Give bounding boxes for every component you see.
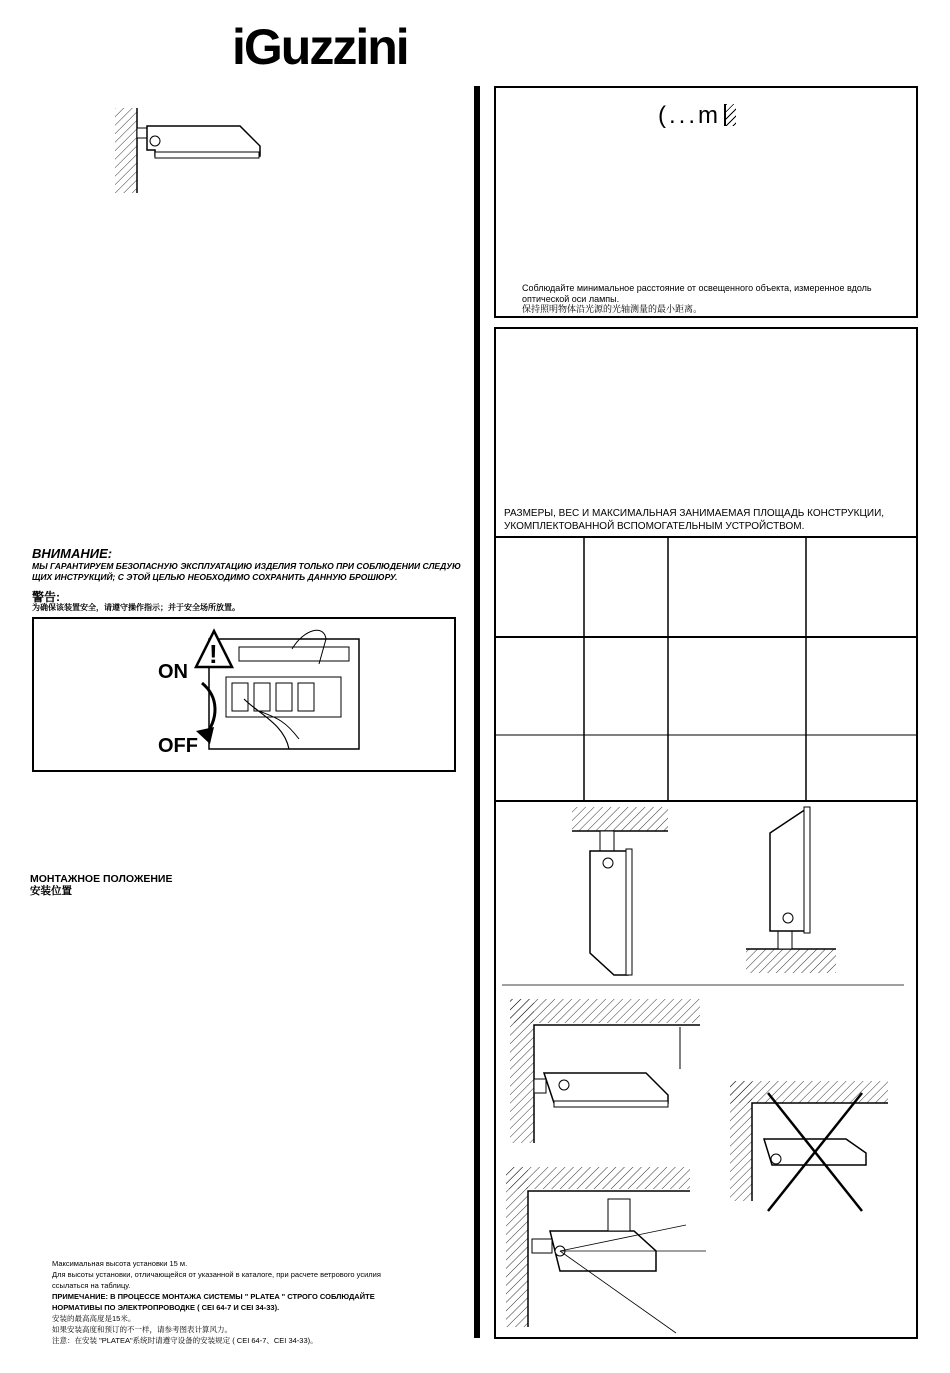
dimensions-title-line2: УКОМПЛЕКТОВАННОЙ ВСПОМОГАТЕЛЬНЫМ УСТРОЙСТВОМ. xyxy=(504,521,805,532)
warning-title: ВНИМАНИЕ: xyxy=(32,546,113,561)
minimum-distance-box xyxy=(494,86,918,318)
warning-text-cn: 为确保该装置安全，请遵守操作指示；并于安全场所放置。 xyxy=(32,603,240,612)
notes-line3: ссылаться на таблицу. xyxy=(52,1281,131,1290)
notes-line1: Максимальная высота установки 15 м. xyxy=(52,1259,188,1268)
notes-line6: 安装的最高高度是15米。 xyxy=(52,1314,136,1323)
distance-text-line2: оптической оси лампы. xyxy=(522,294,620,304)
dimensions-table-grid xyxy=(494,535,918,803)
switch-on-label: ON xyxy=(158,661,188,683)
distance-text-cn: 保持照明物体沿光源的光轴测量的最小距离。 xyxy=(522,304,703,314)
svg-text:!: ! xyxy=(209,639,218,669)
distance-text-line1: Соблюдайте минимальное расстояние от освещенного объекта, измеренное вдоль xyxy=(522,283,872,293)
mounting-title-cn: 安装位置 xyxy=(30,885,72,897)
notes-line7: 如果安装高度和预订的不一样，请参考图表计算风力。 xyxy=(52,1325,232,1334)
installation-notes xyxy=(52,1258,462,1346)
notes-line8: 注意：在安装 "PLATEA"系统时请遵守设备的安装规定 ( CEI 64-7、CEI 34-33)。 xyxy=(52,1336,318,1345)
power-switch-illustration xyxy=(32,617,456,772)
distance-symbol-text: ...m xyxy=(669,102,721,129)
hatch-icon xyxy=(724,104,736,126)
warning-text-line2: ЩИХ ИНСТРУКЦИЙ; С ЭТОЙ ЦЕЛЬЮ НЕОБХОДИМО СОХРАНИТЬ ДАННУЮ БРОШЮРУ. xyxy=(32,572,398,582)
fixture-wall-illustration xyxy=(115,108,265,193)
column-separator xyxy=(474,86,480,1338)
electrical-panel-drawing xyxy=(34,619,454,770)
distance-symbol: (...m xyxy=(658,102,736,130)
notes-line2: Для высоты установки, отличающейся от указанной в каталоге, при расчете ветрового усилия xyxy=(52,1270,381,1279)
mounting-title: МОНТАЖНОЕ ПОЛОЖЕНИЕ xyxy=(30,873,173,885)
dimensions-title-line1: РАЗМЕРЫ, ВЕС И МАКСИМАЛЬНАЯ ЗАНИМАЕМАЯ ПЛОЩАДЬ КОНСТРУКЦИИ, xyxy=(504,508,885,519)
notes-line4: ПРИМЕЧАНИЕ: В ПРОЦЕССЕ МОНТАЖА СИСТЕМЫ " PLATEA " СТРОГО СОБЛЮДАЙТЕ xyxy=(52,1292,375,1301)
dimensions-box xyxy=(494,327,918,1339)
warning-text-line1: МЫ ГАРАНТИРУЕМ БЕЗОПАСНУЮ ЭКСПЛУАТАЦИЮ ИЗДЕЛИЯ ТОЛЬКО ПРИ СОБЛЮДЕНИИ СЛЕДУЮ xyxy=(32,561,461,571)
notes-line5: НОРМАТИВЫ ПО ЭЛЕКТРОПРОВОДКЕ ( CEI 64-7 И CEI 34-33). xyxy=(52,1303,280,1312)
mounting-diagrams xyxy=(496,803,916,1343)
warning-title-cn: 警告: xyxy=(32,590,60,604)
brand-logo: iGuzzini xyxy=(232,19,408,75)
switch-off-label: OFF xyxy=(158,735,198,757)
